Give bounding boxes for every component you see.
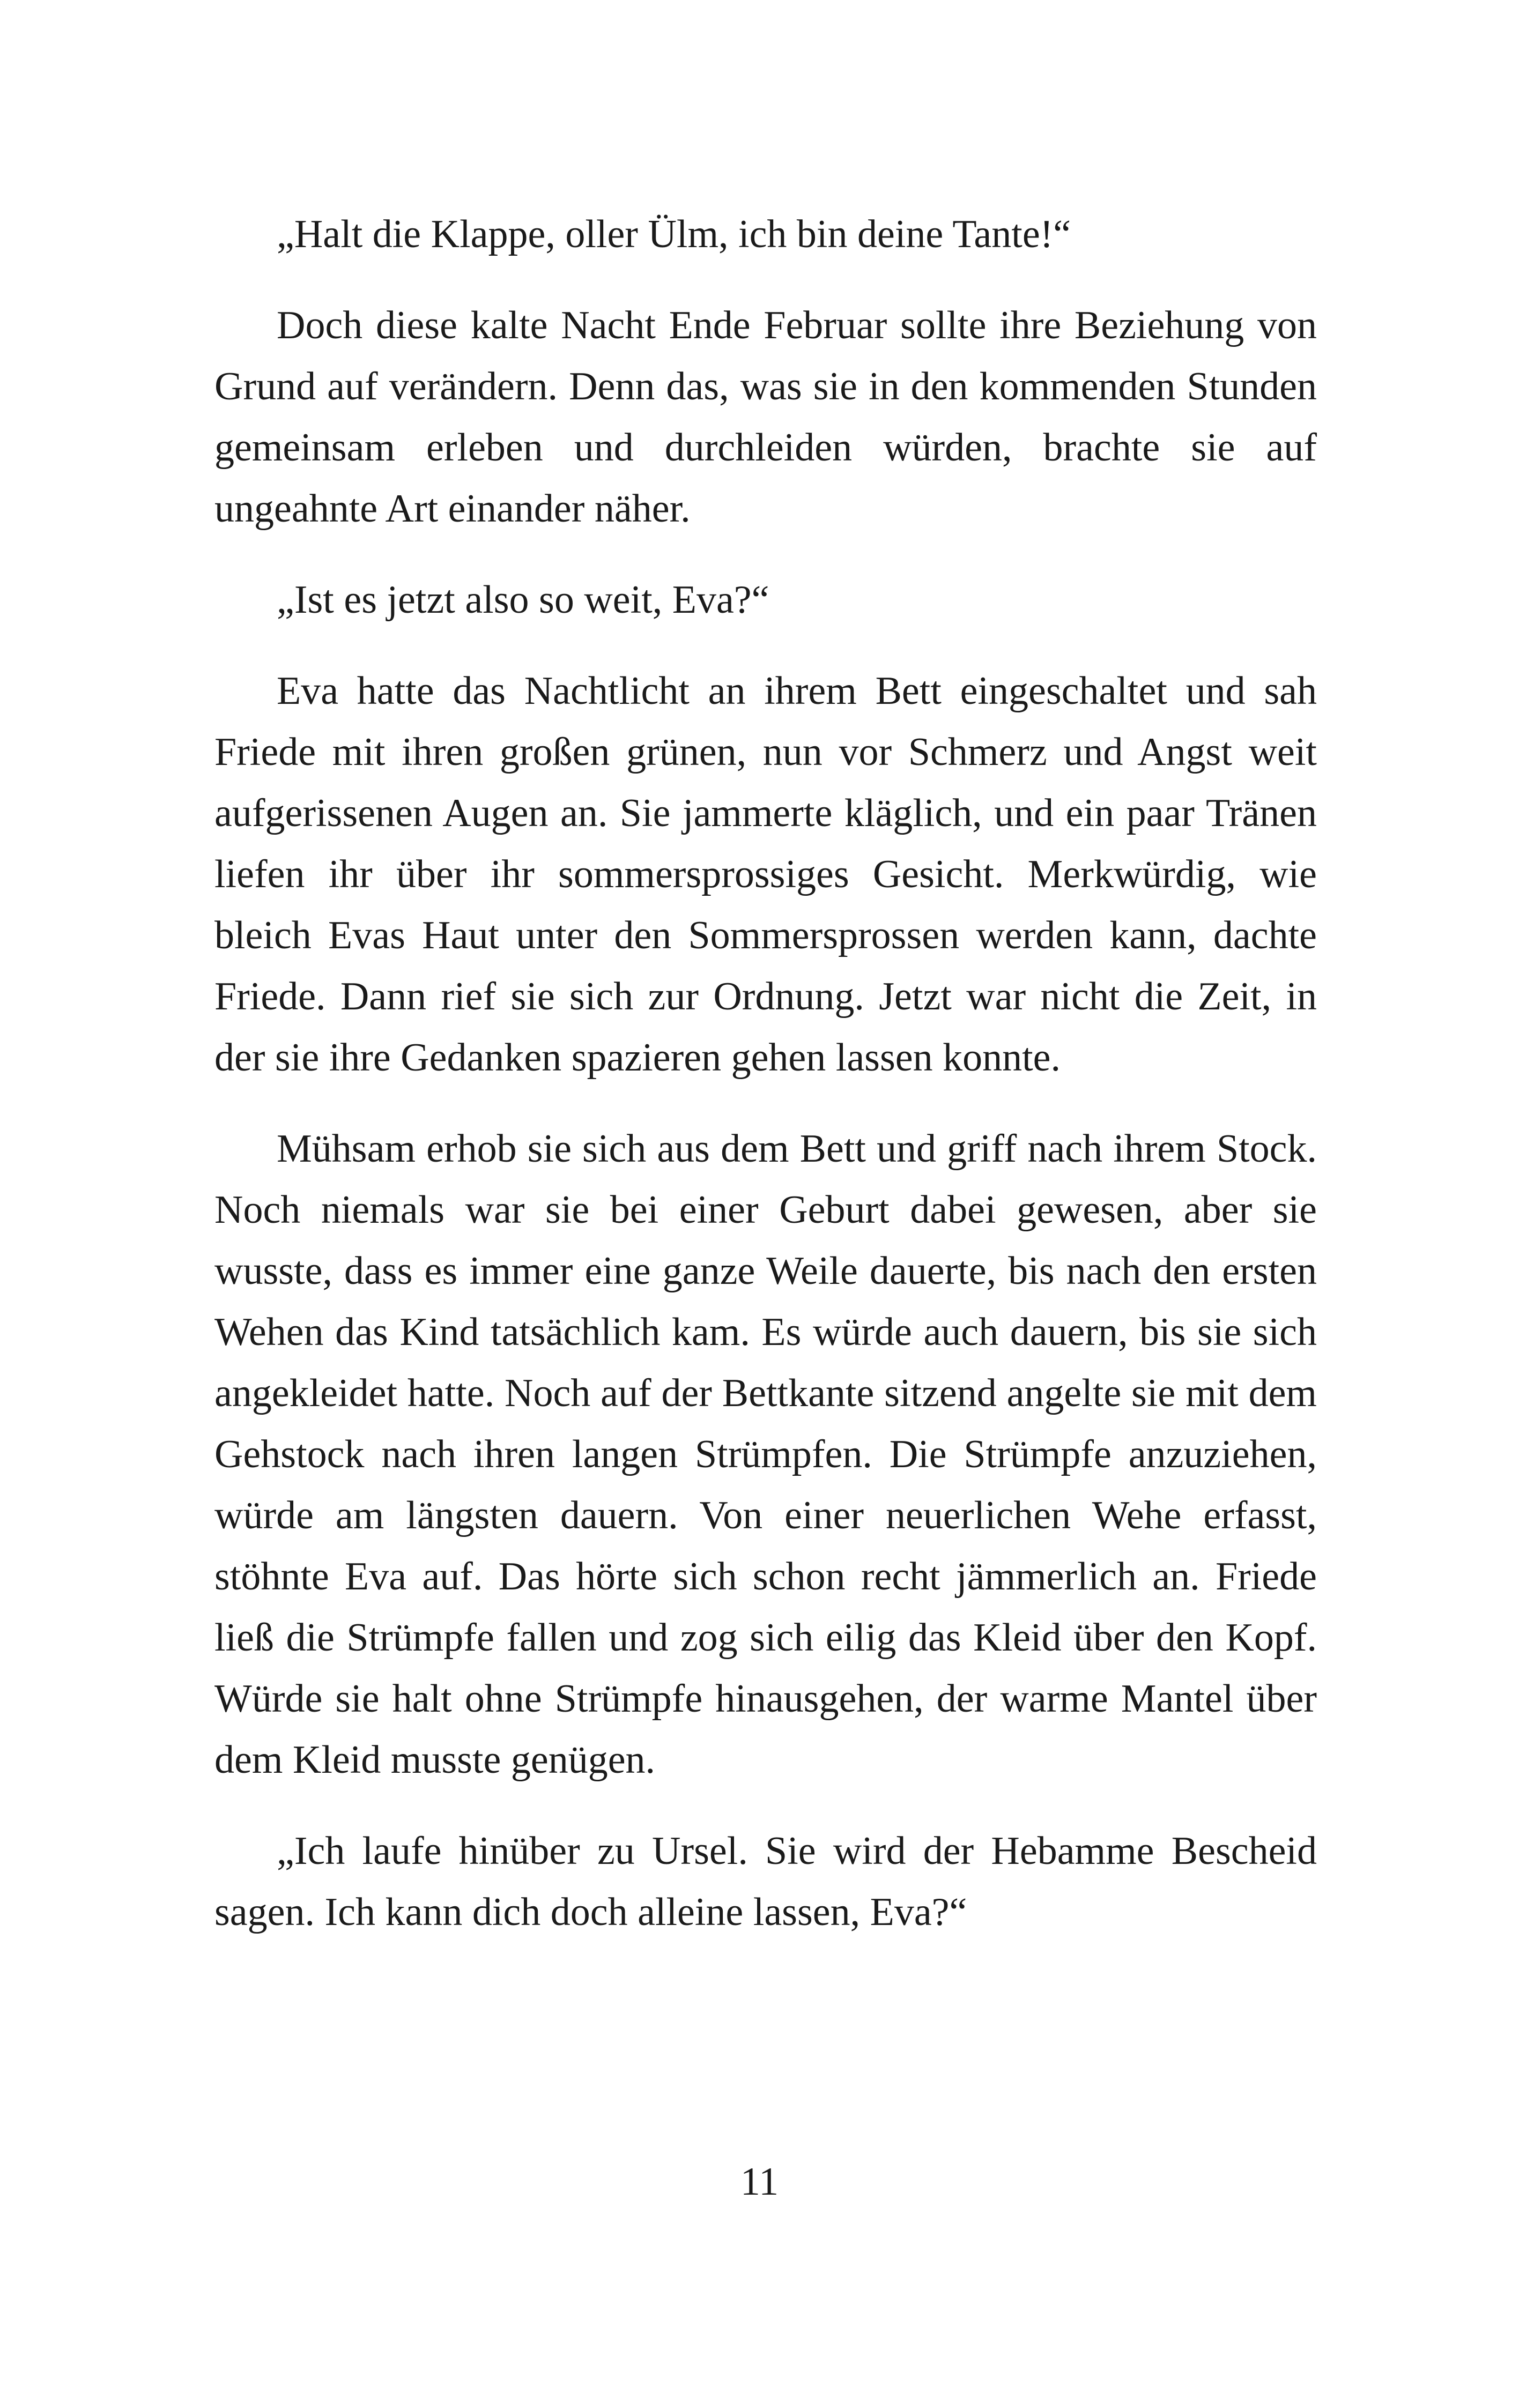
paragraph-4: Eva hatte das Nachtlicht an ihrem Bett eingeschaltet und sah Friede mit ihren großen grünen, nun vor Schmerz und Angst weit aufgerissenen Augen an. Sie jammerte kläglich, und ein paar Tränen liefen ihr über ihr sommersprossiges Gesicht. Merkwürdig, wie bleich Evas Haut unter den Sommersprossen werden kann, dachte Friede. Dann rief sie sich zur Ordnung. Jetzt war nicht die Zeit, in der sie ihre Gedanken spazieren gehen lassen konnte.: [214, 669, 1317, 1080]
paragraph-5: Mühsam erhob sie sich aus dem Bett und griff nach ihrem Stock. Noch niemals war sie bei einer Geburt dabei gewesen, aber sie wusste, dass es immer eine ganze Weile dauerte, bis nach den ersten Wehen das Kind tatsächlich kam. Es würde auch dauern, bis sie sich angekleidet hatte. Noch auf der Bettkante sitzend angelte sie mit dem Gehstock nach ihren langen Strümpfen. Die Strümpfe anzuziehen, würde am längsten dauern. Von einer neuerlichen Wehe erfasst, stöhnte Eva auf. Das hörte sich schon recht jämmerlich an. Friede ließ die Strümpfe fallen und zog sich eilig das Kleid über den Kopf. Würde sie halt ohne Strümpfe hinausgehen, der warme Mantel über dem Kleid musste genügen.: [214, 1127, 1317, 1782]
paragraph-2: Doch diese kalte Nacht Ende Februar sollte ihre Beziehung von Grund auf verändern. Denn das, was sie in den kommenden Stunden gemeinsam erleben und durchleiden würden, brachte sie auf ungeahnte Art einander näher.: [214, 303, 1317, 531]
paragraph-3: „Ist es jetzt also so weit, Eva?“: [277, 578, 769, 622]
book-page-text: [214, 204, 1317, 1973]
page-number: 11: [740, 2160, 779, 2204]
paragraph-1: „Halt die Klappe, oller Ülm, ich bin deine Tante!“: [277, 212, 1071, 256]
paragraph-6: „Ich laufe hinüber zu Ursel. Sie wird der Hebamme Bescheid sagen. Ich kann dich doch alleine lassen, Eva?“: [214, 1829, 1317, 1934]
